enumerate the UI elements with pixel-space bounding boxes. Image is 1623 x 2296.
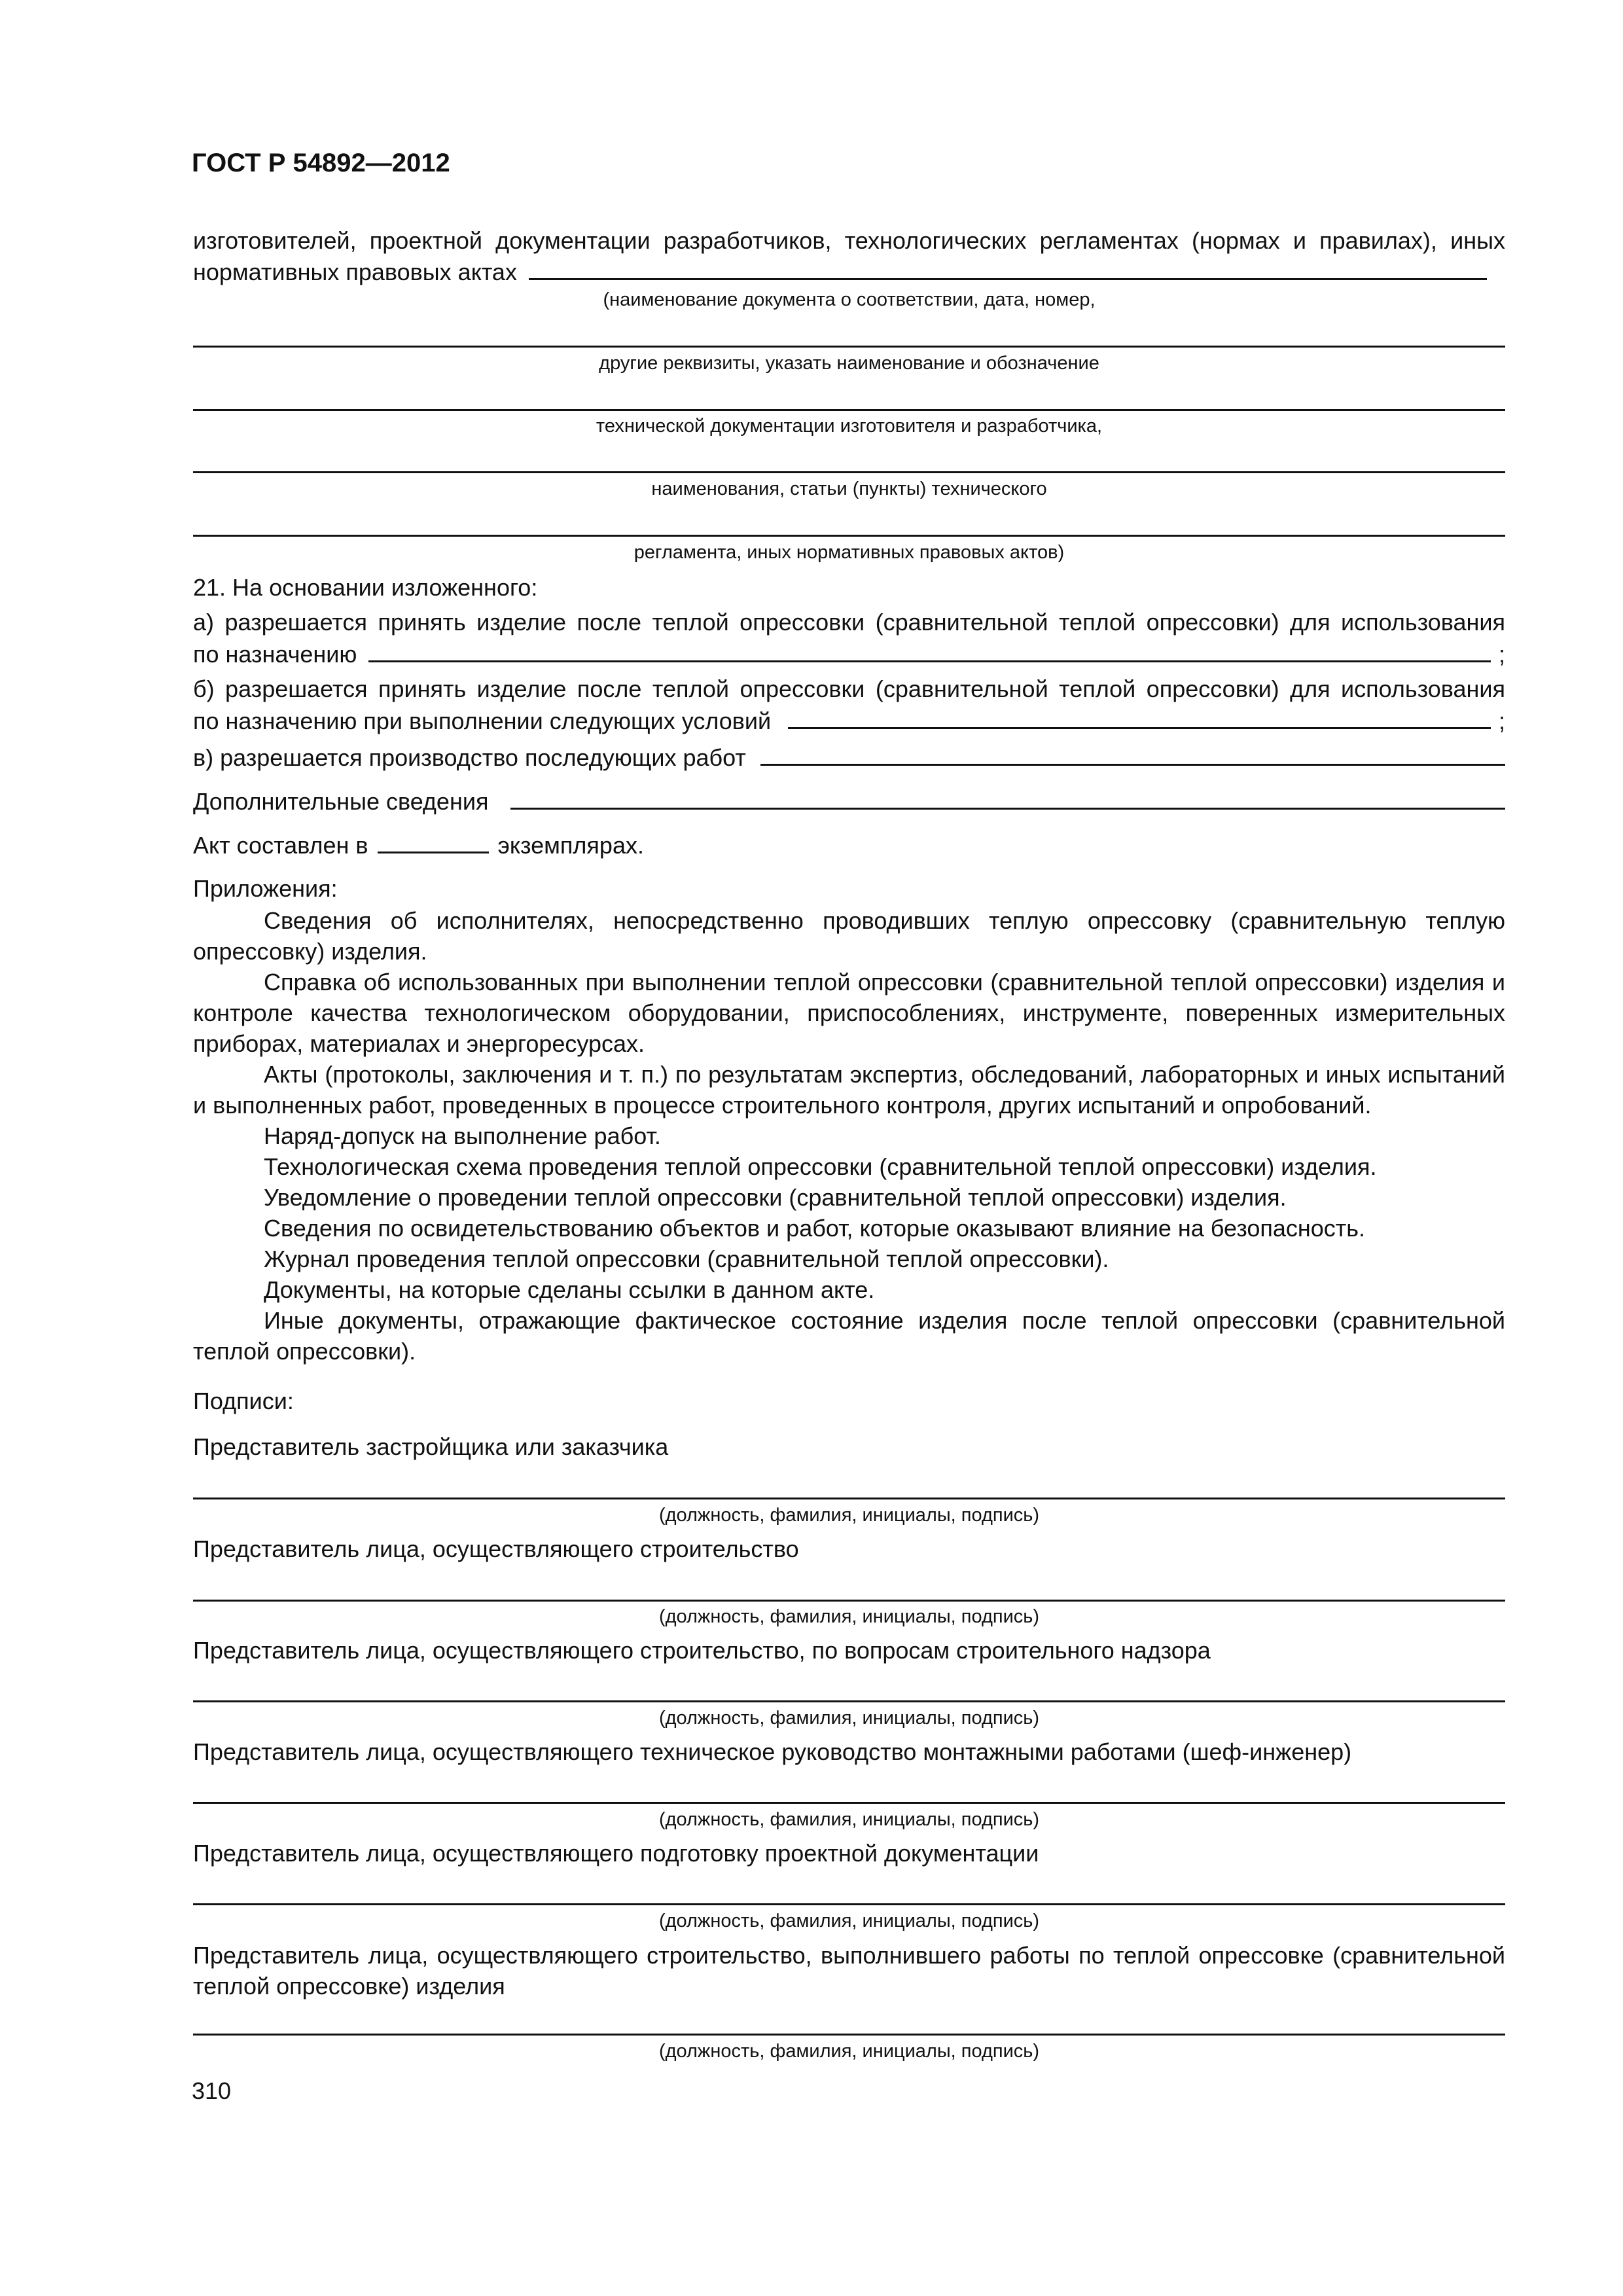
attachment-item: Наряд-допуск на выполнение работ. xyxy=(264,1122,661,1149)
item-b-input-line[interactable] xyxy=(788,705,1491,729)
item-b-field[interactable] xyxy=(193,705,1505,736)
caption-1: (наименование документа о соответствии, дата, номер, xyxy=(603,289,1096,310)
signature-caption-1: (должность, фамилия, инициалы, подпись) xyxy=(658,1505,1040,1526)
blank-line-1[interactable] xyxy=(193,346,1505,348)
signature-role-5: Представитель лица, осуществляющего подготовку проектной документации xyxy=(193,1840,1039,1867)
attachments-heading: Приложения: xyxy=(193,875,338,902)
item-a-input-line[interactable] xyxy=(368,638,1491,662)
caption-5: регламента, иных нормативных правовых актов) xyxy=(633,542,1065,563)
item-b-line-2: по назначению при выполнении следующих условий xyxy=(193,708,772,734)
continuation-line-1: изготовителей, проектной документации разработчиков, технологических регламентах (нормах и правилах), иных xyxy=(193,227,1505,254)
signature-role-2: Представитель лица, осуществляющего строительство xyxy=(193,1535,799,1562)
caption-2: другие реквизиты, указать наименование и обозначение xyxy=(599,353,1099,374)
attachment-item: Справка об использованных при выполнении теплой опрессовки (сравнительной теплой опрессовки) изделия и контроле качества технологическом оборудовании, приспособлениях, инструменте, поверенных измерительных приборах, материалах и энергоресурсах. xyxy=(193,969,1505,1057)
signature-role-1: Представитель застройщика или заказчика xyxy=(193,1433,669,1460)
item-a-line-1: а) разрешается принять изделие после теплой опрессовки (сравнительной теплой опрессовки) для использования xyxy=(193,609,1505,636)
copies-count-input-line[interactable] xyxy=(378,829,489,853)
attachment-item: Сведения по освидетельствованию объектов и работ, которые оказывают влияние на безопасность. xyxy=(264,1215,1366,1242)
blank-line-4[interactable] xyxy=(193,535,1505,537)
item-c-input-line[interactable] xyxy=(760,742,1505,766)
page-number: 310 xyxy=(192,2077,232,2104)
blank-line-3[interactable] xyxy=(193,471,1505,473)
attachment-item: Сведения об исполнителях, непосредственно проводивших теплую опрессовку (сравнительную теплую опрессовку) изделия. xyxy=(193,907,1505,965)
signature-caption-3: (должность, фамилия, инициалы, подпись) xyxy=(658,1708,1040,1729)
item-a-line-2: по назначению xyxy=(193,641,357,668)
continuation-line-2: нормативных правовых актах xyxy=(193,259,517,285)
normative-acts-input-line[interactable] xyxy=(529,256,1487,280)
copies-prefix: Акт составлен в xyxy=(193,832,368,859)
item-c-label: в) разрешается производство последующих работ xyxy=(193,744,746,771)
signature-role-3: Представитель лица, осуществляющего строительство, по вопросам строительного надзора xyxy=(193,1637,1211,1664)
signature-line-1[interactable] xyxy=(193,1498,1505,1499)
caption-4: наименования, статьи (пункты) технического xyxy=(651,478,1047,499)
signature-caption-5: (должность, фамилия, инициалы, подпись) xyxy=(658,1910,1040,1931)
item-a-field[interactable] xyxy=(193,638,1505,670)
copies-line xyxy=(193,829,644,861)
additional-info-input-line[interactable] xyxy=(510,785,1505,810)
caption-3: технической документации изготовителя и разработчика, xyxy=(596,416,1103,437)
copies-suffix: экземплярах. xyxy=(497,832,644,859)
blank-line-2[interactable] xyxy=(193,409,1505,411)
item-b-line-1: б) разрешается принять изделие после теплой опрессовки (сравнительной теплой опрессовки) для использования xyxy=(193,675,1505,702)
normative-acts-field[interactable] xyxy=(193,256,1505,287)
item-b-semicolon: ; xyxy=(1498,708,1505,734)
section-21-heading: 21. На основании изложенного: xyxy=(193,574,538,601)
attachment-item: Технологическая схема проведения теплой опрессовки (сравнительной теплой опрессовки) изделия. xyxy=(264,1153,1377,1180)
signatures-heading: Подписи: xyxy=(193,1388,294,1414)
item-c-field[interactable] xyxy=(193,742,1505,773)
signature-line-5[interactable] xyxy=(193,1903,1505,1905)
attachment-item: Документы, на которые сделаны ссылки в данном акте. xyxy=(264,1276,875,1303)
attachment-item: Уведомление о проведении теплой опрессовки (сравнительной теплой опрессовки) изделия. xyxy=(264,1184,1287,1211)
attachment-item: Журнал проведения теплой опрессовки (сравнительной теплой опрессовки). xyxy=(264,1246,1109,1272)
additional-info-field[interactable] xyxy=(193,785,1505,817)
signature-role-4: Представитель лица, осуществляющего техническое руководство монтажными работами (шеф-инженер) xyxy=(193,1738,1352,1765)
signature-line-3[interactable] xyxy=(193,1700,1505,1702)
item-a-semicolon: ; xyxy=(1498,641,1505,668)
signature-role-6: Представитель лица, осуществляющего строительство, выполнившего работы по теплой опрессовке (сравнительной теплой опрессовке) изделия xyxy=(193,1942,1505,2000)
signature-caption-6: (должность, фамилия, инициалы, подпись) xyxy=(658,2041,1040,2062)
signature-caption-4: (должность, фамилия, инициалы, подпись) xyxy=(658,1809,1040,1830)
signature-line-4[interactable] xyxy=(193,1802,1505,1804)
attachment-item: Акты (протоколы, заключения и т. п.) по результатам экспертиз, обследований, лабораторных и иных испытаний и выполненных работ, проведенных в процессе строительного контроля, других испытаний и опробований. xyxy=(193,1061,1505,1119)
signature-caption-2: (должность, фамилия, инициалы, подпись) xyxy=(658,1606,1040,1627)
document-header: ГОСТ Р 54892—2012 xyxy=(192,149,450,177)
attachment-item: Иные документы, отражающие фактическое состояние изделия после теплой опрессовки (сравнительной теплой опрессовки). xyxy=(193,1307,1505,1365)
signature-line-2[interactable] xyxy=(193,1600,1505,1602)
signature-line-6[interactable] xyxy=(193,2034,1505,2036)
additional-info-label: Дополнительные сведения xyxy=(193,788,489,815)
